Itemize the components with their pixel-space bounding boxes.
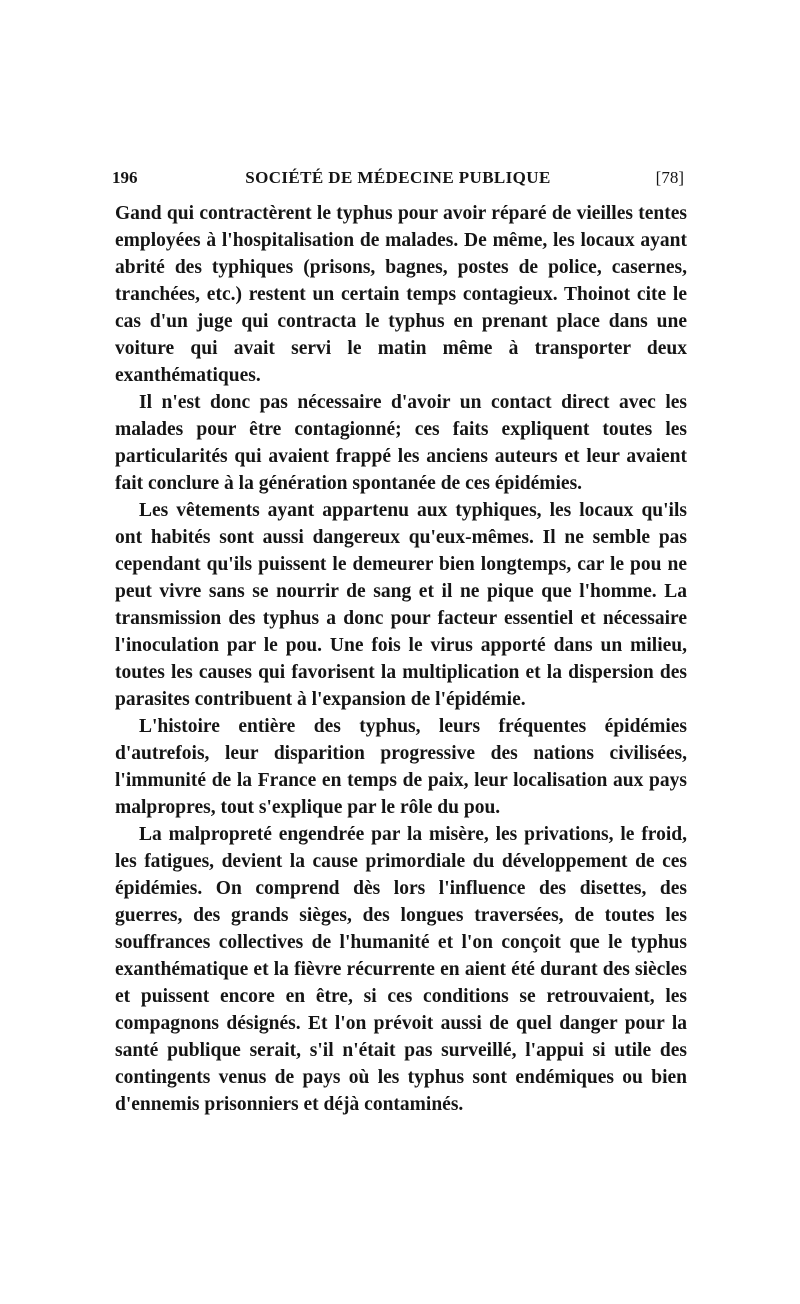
- body-text: [115, 200, 687, 1118]
- original-page-number: [78]: [655, 168, 684, 187]
- paragraph: Les vêtements ayant appartenu aux typhiques, les locaux qu'ils ont habités sont aussi dangereux qu'eux-mêmes. Il ne semble pas cependant qu'ils puissent le demeurer bien longtemps, car le pou ne peut vivre sans se nourrir de sang et il ne pique que l'homme. La transmission des typhus a donc pour facteur essentiel et nécessaire l'inoculation par le pou. Une fois le virus apporté dans un milieu, toutes les causes qui favorisent la multiplication et la dispersion des parasites contribuent à l'expansion de l'épidémie.: [115, 500, 687, 710]
- page-number: 196: [112, 168, 138, 187]
- paragraph: L'histoire entière des typhus, leurs fréquentes épidémies d'autrefois, leur disparition progressive des nations civilisées, l'immunité de la France en temps de paix, leur localisation aux pays malpropres, tout s'explique par le rôle du pou.: [115, 716, 687, 818]
- paragraph-continuation: Gand qui contractèrent le typhus pour avoir réparé de vieilles tentes employées à l'hospitalisation de malades. De même, les locaux ayant abrité des typhiques (prisons, bagnes, postes de police, casernes, tranchées, etc.) restent un certain temps contagieux. Thoinot cite le cas d'un juge qui contracta le typhus en prenant place dans une voiture qui avait servi le matin même à transporter deux exanthématiques.: [115, 203, 687, 386]
- running-header: [112, 166, 684, 190]
- running-title: SOCIÉTÉ DE MÉDECINE PUBLIQUE: [245, 168, 551, 187]
- paragraph: Il n'est donc pas nécessaire d'avoir un contact direct avec les malades pour être contagionné; ces faits expliquent toutes les particularités qui avaient frappé les anciens auteurs et leur avaient fait conclure à la génération spontanée de ces épidémies.: [115, 392, 687, 494]
- paragraph: La malpropreté engendrée par la misère, les privations, le froid, les fatigues, devient la cause primordiale du développement de ces épidémies. On comprend dès lors l'influence des disettes, des guerres, des grands sièges, des longues traversées, de toutes les souffrances collectives de l'humanité et l'on conçoit que le typhus exanthématique et la fièvre récurrente en aient été durant des siècles et puissent encore en être, si ces conditions se retrouvaient, les compagnons désignés. Et l'on prévoit aussi de quel danger pour la santé publique serait, s'il n'était pas surveillé, l'appui si utile des contingents venus de pays où les typhus sont endémiques ou bien d'ennemis prisonniers et déjà contaminés.: [115, 824, 687, 1115]
